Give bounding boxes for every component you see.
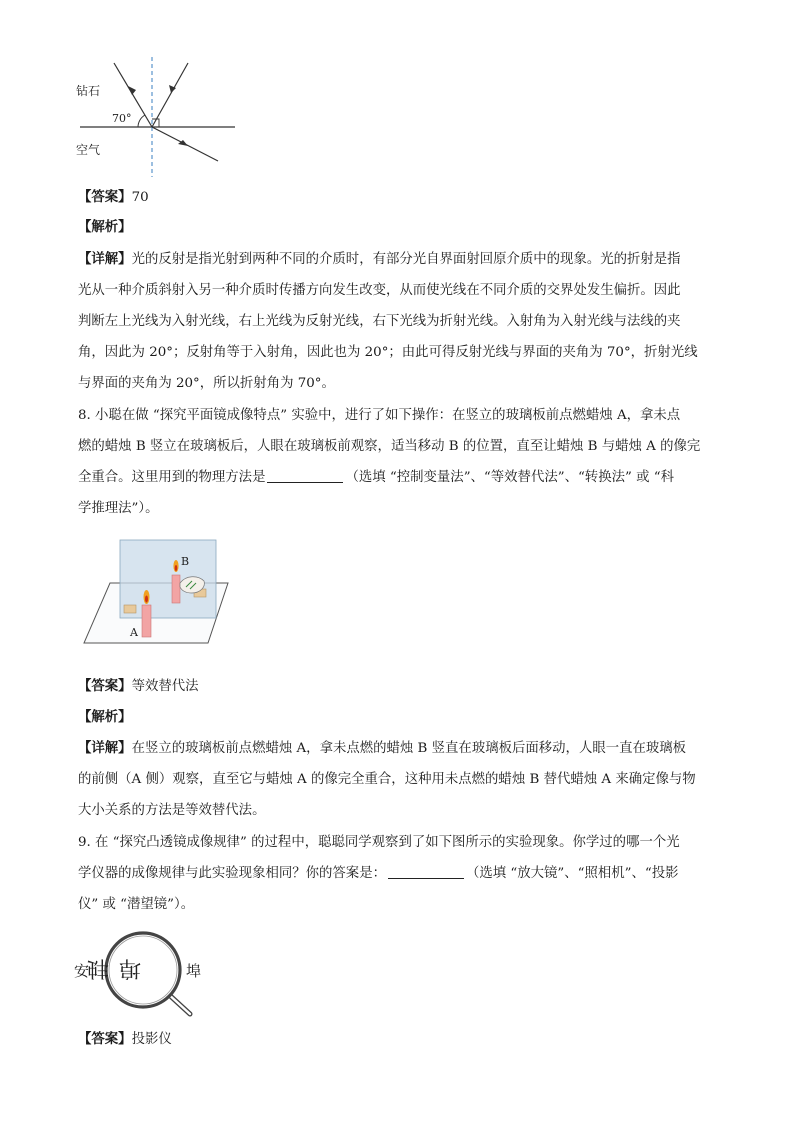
q9-stem-line-1: 9. 在 “探究凸透镜成像规律” 的过程中，聪聪同学观察到了如下图所示的实验现象。你学过的哪一个光 <box>78 835 680 850</box>
label-air: 空气 <box>76 143 101 157</box>
flame-a-core <box>145 596 148 603</box>
detail-tag: 【详解】 <box>78 252 132 267</box>
candle-b <box>172 575 180 603</box>
detail-tag: 【详解】 <box>78 741 132 756</box>
lens-char-1: 蚌 <box>87 955 110 980</box>
answer-tag: 【答案】 <box>78 190 132 205</box>
q8-stem-line-1: 8. 小聪在做 “探究平面镜成像特点” 实验中，进行了如下操作：在竖立的玻璃板前点燃蜡烛 A，拿未点 <box>78 408 681 423</box>
magnifier-lens <box>106 933 180 1007</box>
q8-detail-line-1 <box>78 739 718 759</box>
stem-text: （选填 “控制变量法”、“等效替代法”、“转换法” 或 “科 <box>345 470 674 485</box>
label-b: B <box>181 555 190 568</box>
q7-detail-line-3: 判断左上光线为入射光线，右上光线为反射光线，右下光线为折射光线。入射角为入射光线与法线的夹 <box>78 314 681 329</box>
q8-analysis-heading <box>78 708 718 728</box>
q7-detail-line-2: 光从一种介质斜射入另一种介质时传播方向发生改变，从而使光线在不同介质的交界处发生偏折。因此 <box>78 283 681 298</box>
refraction-diagram <box>70 55 250 180</box>
stem-text: 学仪器的成像规律与此实验现象相同？你的答案是： <box>78 866 386 881</box>
q7-detail-line-4: 角，因此为 20°；反射角等于入射角，因此也为 20°；由此可得反射光线与界面的夹角为 70°，折射光线 <box>78 345 698 360</box>
mirror-figure <box>80 535 240 650</box>
incident-arrow <box>128 86 136 95</box>
stem-text: 全重合。这里用到的物理方法是 <box>78 470 266 485</box>
q8-stem-line-4: 学推理法”）。 <box>78 501 159 516</box>
q8-detail-line-3: 大小关系的方法是等效替代法。 <box>78 803 266 818</box>
flame-b-core <box>175 565 178 571</box>
answer-tag: 【答案】 <box>78 679 132 694</box>
q8-stem-line-2: 燃的蜡烛 B 竖立在玻璃板后，人眼在玻璃板前观察，适当移动 B 的位置，直至让蜡烛 B 与蜡烛 A 的像完 <box>78 439 701 454</box>
q7-detail-line-5: 与界面的夹角为 20°，所以折射角为 70°。 <box>78 376 335 391</box>
answer-value: 70 <box>131 190 149 205</box>
outside-char-right: 埠 <box>186 962 202 980</box>
q8-stem-line-3 <box>78 468 718 488</box>
label-a: A <box>130 626 138 639</box>
q8-detail-line-2: 的前侧（A 侧）观察，直至它与蜡烛 A 的像完全重合，这种用未点燃的蜡烛 B 替代蜡烛 A 来确定像与物 <box>78 772 696 787</box>
magnifier-figure <box>70 922 220 1022</box>
plane-mirror-diagram <box>80 535 240 650</box>
q9-stem-line-3: 仪” 或 “潜望镜”）。 <box>78 897 195 912</box>
candle-a <box>142 605 151 637</box>
answer-blank <box>388 878 464 879</box>
q9-answer <box>78 1030 718 1050</box>
q7-answer <box>78 188 718 208</box>
answer-blank <box>267 482 343 483</box>
stand-block-left <box>124 605 136 613</box>
answer-value: 投影仪 <box>131 1032 172 1047</box>
q7-detail-line-1 <box>78 250 718 270</box>
magnifier-diagram <box>70 922 220 1022</box>
outside-char-left: 安 <box>74 962 90 980</box>
reflected-ray <box>152 63 188 127</box>
angle-arc <box>138 115 145 127</box>
answer-value: 等效替代法 <box>131 679 199 694</box>
hand <box>180 577 204 593</box>
analysis-tag: 【解析】 <box>78 710 132 725</box>
stem-text: （选填 “放大镜”、“照相机”、“投影 <box>465 866 679 881</box>
detail-text: 在竖立的玻璃板前点燃蜡烛 A，拿未点燃的蜡烛 B 竖直在玻璃板后面移动，人眼一直在玻璃板 <box>131 741 687 756</box>
answer-tag: 【答案】 <box>78 1032 132 1047</box>
q8-answer <box>78 677 718 697</box>
q7-analysis-heading <box>78 218 718 238</box>
label-diamond: 钻石 <box>76 84 101 98</box>
label-angle: 70° <box>112 112 132 125</box>
lens-char-2: 埠 <box>118 955 141 980</box>
q9-stem-line-2 <box>78 864 718 884</box>
refraction-figure <box>70 55 250 180</box>
detail-text: 光的反射是指光射到两种不同的介质时，有部分光自界面射回原介质中的现象。光的折射是指 <box>131 252 681 267</box>
analysis-tag: 【解析】 <box>78 220 132 235</box>
